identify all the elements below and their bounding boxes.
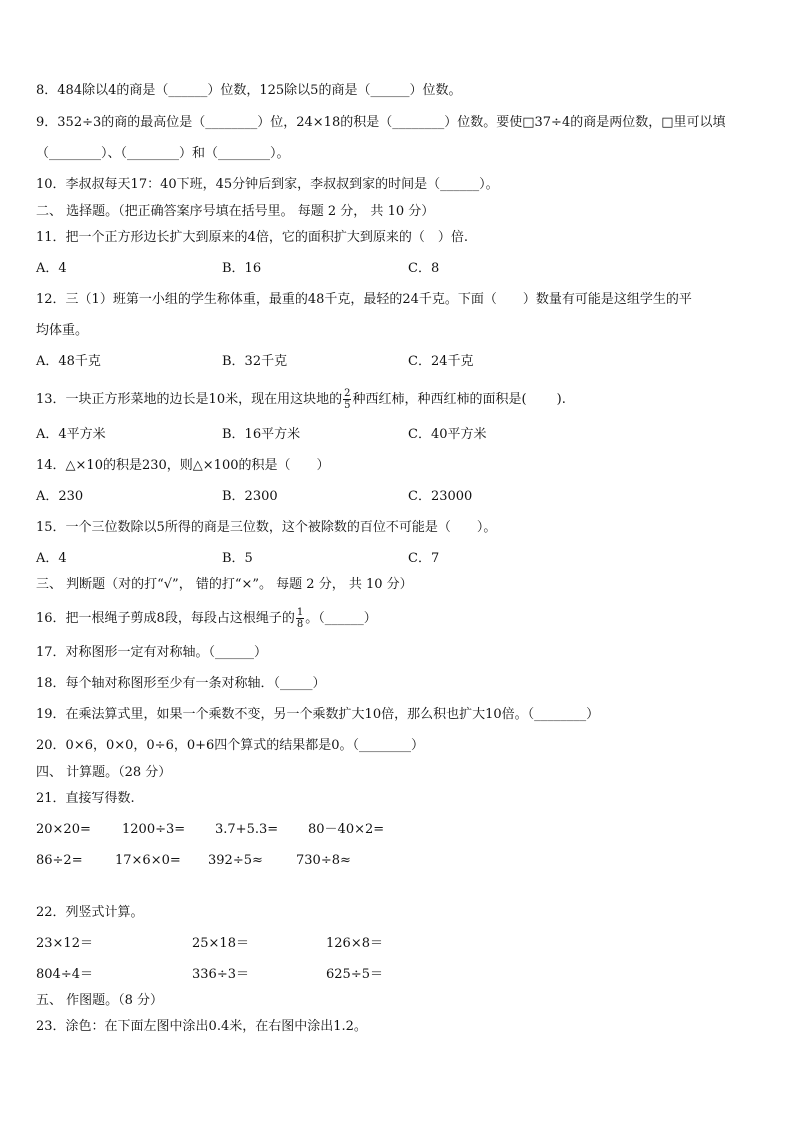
question-12-option-a: A．48千克: [36, 354, 101, 369]
calc-item: 804÷4＝: [36, 967, 93, 982]
question-11-option-a: A．4: [36, 261, 67, 276]
question-23: 23．涂色：在下面左图中涂出0.4米，在右图中涂出1.2。: [36, 1019, 367, 1034]
question-21: 21．直接写得数.: [36, 791, 135, 806]
question-13-option-c: C．40平方米: [408, 427, 487, 442]
question-10: 10．李叔叔每天17：40下班，45分钟后到家，李叔叔到家的时间是（______）。: [36, 177, 499, 192]
question-17: 17．对称图形一定有对称轴。（______）: [36, 645, 268, 660]
question-11-option-b: B．16: [222, 261, 262, 276]
question-15-option-b: B．5: [222, 551, 253, 566]
calc-item: 625÷5＝: [326, 967, 383, 982]
calc-item: 23×12＝: [36, 936, 93, 951]
calc-item: 17×6×0=: [115, 853, 181, 868]
question-12-option-c: C．24千克: [408, 354, 474, 369]
question-13: [36, 388, 566, 411]
calc-item: 336÷3＝: [192, 967, 249, 982]
question-13-option-a: A．4平方米: [36, 427, 106, 442]
question-18: 18．每个轴对称图形至少有一条对称轴．（_____）: [36, 676, 326, 691]
question-16-text-after: 。（______）: [305, 611, 377, 626]
fraction-two-fifths: [343, 388, 351, 411]
question-15: 15．一个三位数除以5所得的商是三位数，这个被除数的百位不可能是（ ）。: [36, 520, 497, 535]
calc-item: 126×8＝: [326, 936, 383, 951]
question-14-option-b: B．2300: [222, 489, 278, 504]
calc-item: 730÷8≈: [296, 853, 351, 868]
fraction-one-eighth: [296, 607, 304, 630]
fraction-denominator: 8: [296, 619, 304, 630]
fraction-numerator: 2: [344, 388, 351, 399]
question-8: 8．484除以4的商是（______）位数，125除以5的商是（______）位数。: [36, 83, 462, 98]
question-9-line2: （________）、（________）和（________）。: [36, 146, 290, 161]
question-16: [36, 607, 377, 630]
question-19: 19．在乘法算式里，如果一个乘数不变，另一个乘数扩大10倍，那么积也扩大10倍。（________）: [36, 707, 600, 722]
calc-item: 25×18＝: [192, 936, 249, 951]
question-14-option-c: C．23000: [408, 489, 473, 504]
question-20: 20．0×6，0×0，0÷6，0+6四个算式的结果都是0。（________）: [36, 738, 425, 753]
question-15-option-a: A．4: [36, 551, 67, 566]
question-13-option-b: B．16平方米: [222, 427, 301, 442]
question-13-text-before: 13．一块正方形菜地的边长是10米，现在用这块地的: [36, 392, 343, 407]
question-12-line1: 12．三（1）班第一小组的学生称体重，最重的48千克，最轻的24千克。下面（ ）数量有可能是这组学生的平: [36, 292, 692, 307]
calc-item: 392÷5≈: [208, 853, 263, 868]
question-13-text-after: 种西红柿，种西红柿的面积是( ).: [352, 392, 566, 407]
question-12-line2: 均体重。: [36, 323, 89, 338]
question-11: 11．把一个正方形边长扩大到原来的4倍，它的面积扩大到原来的（ ）倍.: [36, 230, 468, 245]
question-16-text-before: 16．把一根绳子剪成8段，每段占这根绳子的: [36, 611, 295, 626]
fraction-numerator: 1: [296, 607, 304, 618]
calc-item: 86÷2=: [36, 853, 83, 868]
question-9-line1: 9．352÷3的商的最高位是（________）位，24×18的积是（________）位数。要使□37÷4的商是两位数，□里可以填: [36, 115, 726, 130]
section-2-heading: 二、 选择题。（把正确答案序号填在括号里。 每题 2 分， 共 10 分）: [36, 204, 435, 219]
section-4-heading: 四、 计算题。（28 分）: [36, 765, 172, 780]
question-11-option-c: C．8: [408, 261, 440, 276]
section-5-heading: 五、 作图题。（8 分）: [36, 993, 164, 1008]
calc-item: 20×20=: [36, 822, 91, 837]
fraction-denominator: 5: [344, 400, 351, 411]
calc-item: 80－40×2=: [308, 822, 385, 837]
question-14-option-a: A．230: [36, 489, 84, 504]
section-3-heading: 三、 判断题（对的打“√”， 错的打“×”。 每题 2 分， 共 10 分）: [36, 577, 413, 592]
calc-item: 3.7+5.3=: [215, 822, 279, 837]
question-22: 22．列竖式计算。: [36, 905, 144, 920]
question-15-option-c: C．7: [408, 551, 440, 566]
question-14: 14．△×10的积是230，则△×100的积是（ ）: [36, 458, 330, 473]
question-12-option-b: B．32千克: [222, 354, 288, 369]
calc-item: 1200÷3=: [122, 822, 186, 837]
